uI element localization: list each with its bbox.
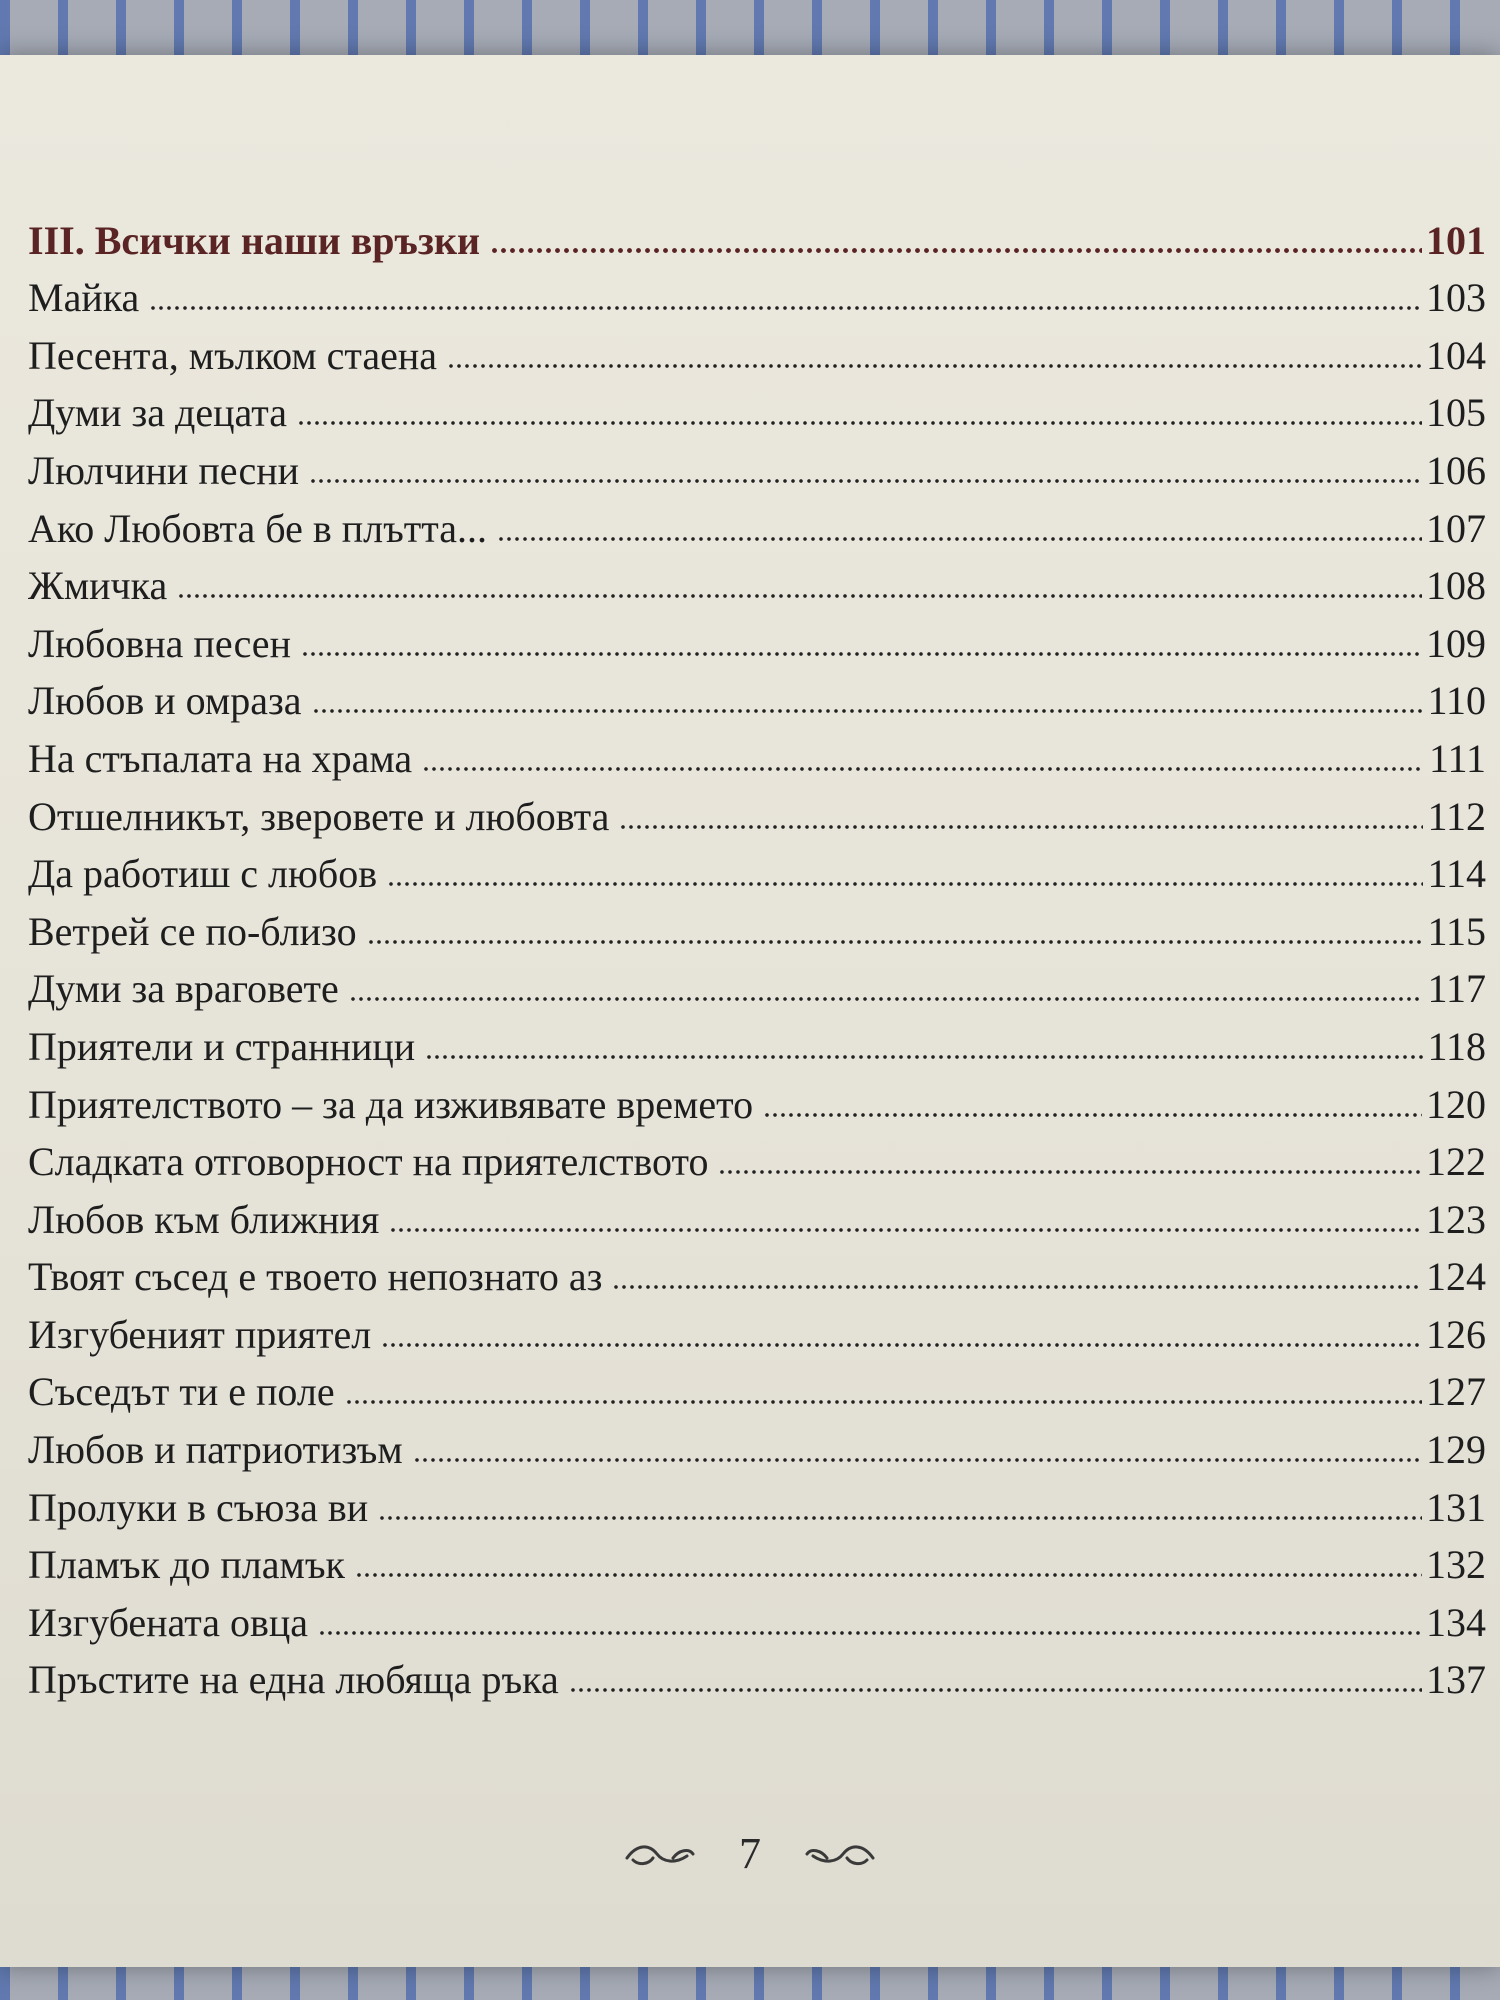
toc-entry-page: 127 — [1426, 1369, 1486, 1415]
toc-entry — [28, 318, 1486, 376]
dot-leader — [763, 1111, 1422, 1119]
toc-entry-title: Любов и омраза — [28, 678, 302, 724]
dot-leader — [312, 707, 1424, 715]
dot-leader — [389, 1226, 1422, 1234]
dot-leader — [387, 880, 1423, 888]
dot-leader — [297, 419, 1422, 427]
dot-leader — [413, 1456, 1422, 1464]
toc-entry — [28, 721, 1486, 779]
toc-entry — [28, 952, 1486, 1010]
toc-entry — [28, 1412, 1486, 1473]
dot-leader — [349, 995, 1424, 1003]
toc-entry — [28, 894, 1486, 952]
toc-entry — [28, 837, 1486, 895]
toc-entry-page: 123 — [1426, 1196, 1486, 1242]
toc-entry — [28, 261, 1486, 319]
toc-entry-page: 108 — [1426, 563, 1486, 609]
toc-entry-title: Ветрей се по-близо — [28, 908, 357, 954]
book-page — [0, 55, 1500, 1967]
toc-entry-title: Пламък до пламък — [28, 1542, 345, 1588]
toc-entry-page: 107 — [1426, 505, 1486, 551]
dot-leader — [381, 1341, 1422, 1349]
dot-leader — [497, 535, 1422, 543]
toc-entry-page: 118 — [1427, 1023, 1486, 1069]
toc-entry — [28, 1067, 1486, 1125]
dot-leader — [177, 592, 1422, 600]
toc-entry-page: 137 — [1426, 1657, 1486, 1703]
toc-entry — [28, 1240, 1486, 1298]
toc-entry — [28, 606, 1486, 664]
toc-entry — [28, 1470, 1486, 1528]
toc-entry-page: 105 — [1426, 390, 1486, 436]
toc-entry-title: Пръстите на една любяща ръка — [28, 1657, 559, 1703]
toc-entry — [28, 1182, 1486, 1240]
dot-leader — [318, 1629, 1422, 1637]
toc-entry-title: Жмичка — [28, 563, 168, 609]
toc-entry — [28, 549, 1486, 607]
dot-leader — [718, 1168, 1422, 1176]
toc-entry-title: На стъпалата на храма — [28, 735, 413, 781]
toc-entry — [28, 376, 1486, 434]
dot-leader — [149, 304, 1422, 312]
toc-entry-title: Изгубената овца — [28, 1599, 309, 1645]
toc-entry-title: Отшелникът, зверовете и любовта — [28, 793, 610, 839]
toc-section-heading — [28, 203, 1486, 261]
toc-entry-title: Любовна песен — [28, 620, 291, 666]
toc-entry-page: 112 — [1427, 793, 1486, 839]
toc-entry — [28, 1009, 1486, 1067]
toc-entry — [28, 433, 1486, 491]
toc-entry-title: Думи за враговете — [28, 966, 339, 1012]
toc-entry-page: 111 — [1428, 735, 1486, 781]
toc-entry-title: Думи за децата — [28, 390, 287, 436]
dot-leader — [447, 362, 1422, 370]
dot-leader — [612, 1283, 1422, 1291]
toc-entry-title: Ако Любовта бе в плътта... — [28, 505, 487, 551]
toc-entry-page: 115 — [1427, 908, 1486, 954]
toc-entry-page: 114 — [1427, 851, 1486, 897]
toc-entry-title: Майка — [28, 275, 140, 321]
toc-entry-title: Люлчини песни — [28, 447, 300, 493]
dot-leader — [355, 1571, 1422, 1579]
toc-entry-title: Пролуки в съюза ви — [28, 1484, 369, 1530]
toc-entry-title: Да работиш с любов — [28, 851, 378, 897]
dot-leader — [569, 1686, 1422, 1694]
flourish-right-icon — [803, 1836, 877, 1872]
toc-entry-page: 126 — [1426, 1311, 1486, 1357]
toc-entry — [28, 1528, 1486, 1586]
toc-entry-page: 109 — [1426, 620, 1486, 666]
toc-entry-page: 106 — [1426, 447, 1486, 493]
toc-heading-page: 101 — [1426, 217, 1486, 263]
page-footer — [0, 1828, 1500, 1879]
toc-entry — [28, 1585, 1486, 1643]
toc-entry-page: 129 — [1426, 1427, 1486, 1473]
dot-leader — [367, 938, 1424, 946]
toc-entry-title: Твоят съсед е твоето непознато аз — [28, 1254, 603, 1300]
page-number: 7 — [739, 1829, 761, 1878]
toc-entry — [28, 779, 1486, 837]
toc-entry — [28, 1297, 1486, 1355]
table-of-contents — [28, 203, 1486, 1703]
toc-entry — [28, 1125, 1486, 1183]
toc-entry-title: Сладката отговорност на приятелството — [28, 1139, 709, 1185]
dot-leader — [619, 823, 1423, 831]
toc-entry-title: Любов и патриотизъм — [28, 1427, 403, 1473]
toc-entry-page: 124 — [1426, 1254, 1486, 1300]
dot-leader — [301, 650, 1422, 658]
toc-entry-page: 104 — [1426, 332, 1486, 378]
toc-entry-page: 110 — [1427, 678, 1486, 724]
toc-entry — [28, 1643, 1486, 1701]
toc-entry — [28, 664, 1486, 722]
flourish-left-icon — [623, 1836, 697, 1872]
toc-entry-page: 131 — [1426, 1484, 1486, 1530]
toc-heading-title: III. Всички наши връзки — [28, 217, 481, 263]
toc-entry-title: Приятели и странници — [28, 1023, 416, 1069]
toc-entry — [28, 491, 1486, 549]
toc-entry-page: 132 — [1426, 1542, 1486, 1588]
dot-leader — [422, 765, 1424, 773]
dot-leader — [378, 1514, 1422, 1522]
toc-entry-title: Приятелството – за да изживявате времето — [28, 1081, 754, 1127]
toc-entry-title: Любов към ближния — [28, 1196, 380, 1242]
toc-entry-page: 117 — [1427, 966, 1486, 1012]
toc-entry-title: Изгубеният приятел — [28, 1311, 372, 1357]
toc-entry — [28, 1355, 1486, 1413]
dot-leader — [345, 1398, 1422, 1406]
toc-entry-page: 134 — [1426, 1599, 1486, 1645]
toc-entry-page: 122 — [1426, 1139, 1486, 1185]
dot-leader — [309, 477, 1422, 485]
dot-leader — [490, 246, 1422, 255]
toc-entry-page: 120 — [1426, 1081, 1486, 1127]
dot-leader — [425, 1053, 1423, 1061]
toc-entry-title: Песента, мълком стаена — [28, 332, 438, 378]
toc-entry-title: Съседът ти е поле — [28, 1369, 335, 1415]
toc-entry-page: 103 — [1426, 275, 1486, 321]
